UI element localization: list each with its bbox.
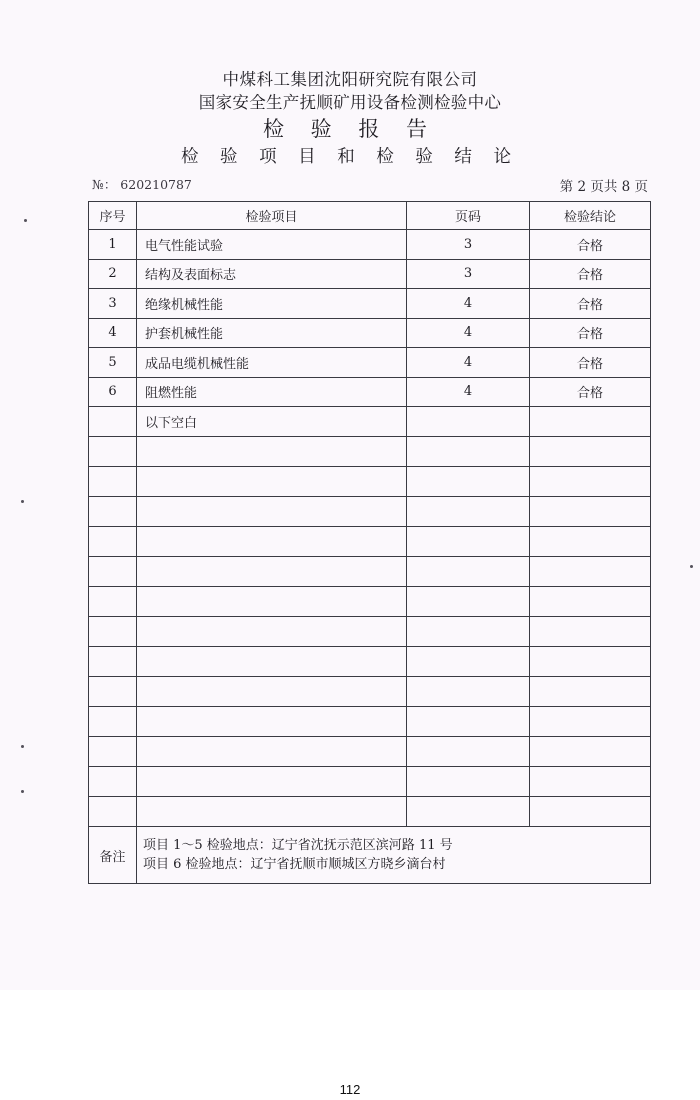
table-row <box>89 259 651 289</box>
organization-name: 中煤科工集团沈阳研究院有限公司 <box>222 70 478 89</box>
inspection-table <box>88 201 651 884</box>
row-page: 4 <box>407 348 530 378</box>
row-result: 合格 <box>530 348 651 378</box>
report-title: 检 验 报 告 <box>262 117 438 141</box>
header-result: 检验结论 <box>530 202 651 230</box>
table-row <box>89 318 651 348</box>
row-page: 3 <box>407 259 530 289</box>
row-page: 3 <box>407 230 530 260</box>
row-item: 护套机械性能 <box>137 318 407 348</box>
report-subtitle: 检 验 项 目 和 检 验 结 论 <box>180 147 519 167</box>
row-page: 4 <box>407 377 530 407</box>
row-item: 成品电缆机械性能 <box>137 348 407 378</box>
table-row <box>89 230 651 260</box>
empty-row <box>89 647 651 677</box>
empty-row <box>89 557 651 587</box>
header-no: 序号 <box>89 202 137 230</box>
table-row <box>89 289 651 319</box>
row-page: 4 <box>407 289 530 319</box>
remarks-row <box>89 827 651 884</box>
table-row <box>89 377 651 407</box>
empty-row <box>89 587 651 617</box>
row-item: 绝缘机械性能 <box>137 289 407 319</box>
empty-row <box>89 617 651 647</box>
header-page: 页码 <box>407 202 530 230</box>
empty-row <box>89 707 651 737</box>
remarks-line: 项目 1～5 检验地点：辽宁省沈抚示范区滨河路 11 号 <box>143 838 453 853</box>
empty-row <box>89 437 651 467</box>
empty-row <box>89 467 651 497</box>
row-result: 合格 <box>530 318 651 348</box>
page-info: 第 2 页共 8 页 <box>559 179 648 195</box>
margin-speck <box>24 219 27 222</box>
row-result: 合格 <box>530 377 651 407</box>
empty-row <box>89 497 651 527</box>
row-result: 合格 <box>530 289 651 319</box>
margin-speck <box>21 745 24 748</box>
remarks-line: 项目 6 检验地点：辽宁省抚顺市顺城区方晓乡滴台村 <box>143 857 446 872</box>
margin-speck <box>690 565 693 568</box>
table-row <box>89 348 651 378</box>
empty-row <box>89 767 651 797</box>
margin-speck <box>21 500 24 503</box>
row-result: 合格 <box>530 259 651 289</box>
row-result: 合格 <box>530 230 651 260</box>
table-header-row <box>89 202 651 230</box>
blank-note: 以下空白 <box>137 407 407 437</box>
row-item: 电气性能试验 <box>137 230 407 260</box>
row-no: 5 <box>89 348 137 378</box>
row-page: 4 <box>407 318 530 348</box>
table-row <box>89 407 651 437</box>
row-item: 阻燃性能 <box>137 377 407 407</box>
remarks-content <box>137 827 651 884</box>
row-item: 结构及表面标志 <box>137 259 407 289</box>
margin-speck <box>21 790 24 793</box>
empty-row <box>89 797 651 827</box>
empty-row <box>89 527 651 557</box>
row-no: 3 <box>89 289 137 319</box>
row-no: 4 <box>89 318 137 348</box>
row-no: 1 <box>89 230 137 260</box>
remarks-label: 备注 <box>89 827 137 884</box>
row-no: 2 <box>89 259 137 289</box>
header-item: 检验项目 <box>137 202 407 230</box>
row-no: 6 <box>89 377 137 407</box>
report-number: №： 620210787 <box>92 177 192 192</box>
page-number: 112 <box>339 1082 361 1097</box>
empty-row <box>89 677 651 707</box>
empty-row <box>89 737 651 767</box>
center-name: 国家安全生产抚顺矿用设备检测检验中心 <box>198 93 502 112</box>
